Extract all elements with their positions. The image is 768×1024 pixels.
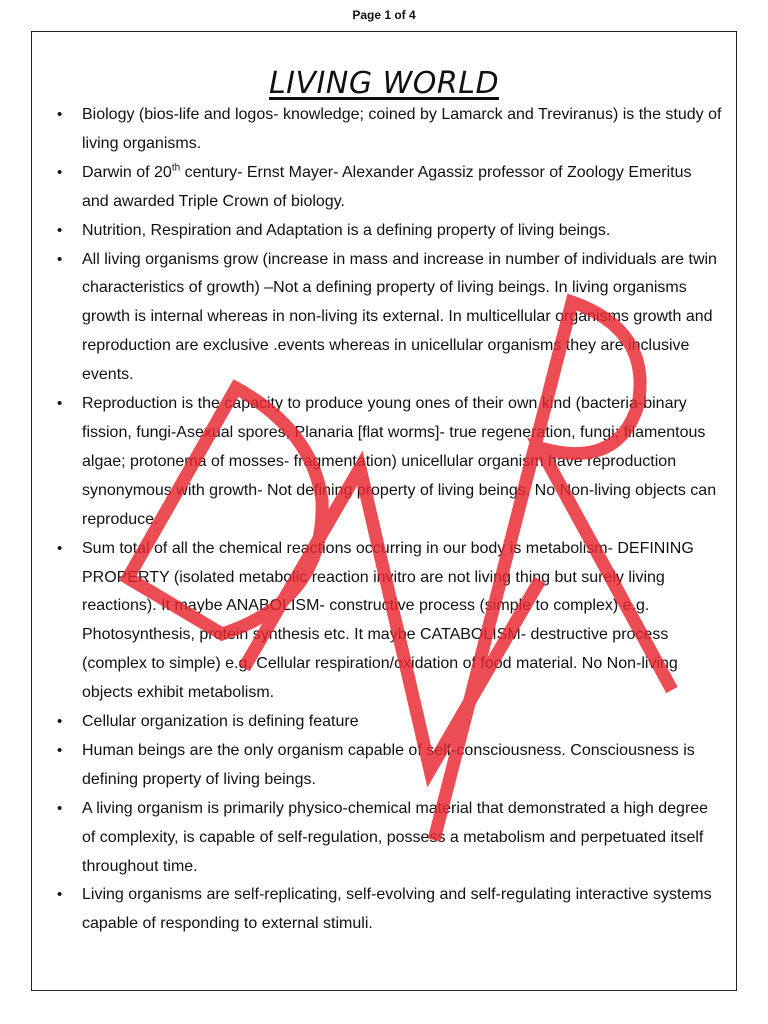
bullet-list [50,101,722,939]
bullet-item: • Human beings are the only organism capable of self-consciousness. Consciousness is defining property of living beings. [50,737,722,795]
superscript-text: th [171,162,181,174]
bullet-item: • Biology (bios-life and logos- knowledge; coined by Lamarck and Treviranus) is the study of living organisms. [50,101,722,159]
bullet-item: • Cellular organization is defining feature [50,708,722,737]
bullet-text: century- Ernst Mayer- Alexander Agassiz professor of Zoology Emeritus and awarded Triple Crown of biology. [82,163,692,210]
bullet-item: • Reproduction is the capacity to produce young ones of their own kind (bacteria-binary fission, fungi-Asexual spores, Planaria [flat worms]- true regeneration, fungi; filamentous algae; protonema of mosses- fragmentation) unicellular organism have reproduction synonymous with growth- Not defining property of living beings. No Non-living objects can reproduce. [50,390,722,535]
bullet-item: • A living organism is primarily physico-chemical material that demonstrated a high degree of complexity, is capable of self-regulation, possess a metabolism and perpetuated itself throughout time. [50,795,722,882]
bullet-text: Darwin of 20 [82,163,172,181]
page-number-label: Page 1 of 4 [352,8,416,22]
document-title: LIVING WORLD [268,66,500,102]
bullet-item: • Sum total of all the chemical reactions occurring in our body is metabolism- DEFINING PROPERTY (isolated metabolic reaction invitro are not living thing but surely living reactions). It maybe ANABOLISM- constructive process (simple to complex) e.g. Photosynthesis, protein synthesis etc. It maybe CATABOLISM- destructive process (complex to simple) e.g. Cellular respiration/oxidation of food material. No Non-living objects exhibit metabolism. [50,535,722,708]
bullet-item: • All living organisms grow (increase in mass and increase in number of individuals are twin characteristics of growth) –Not a defining property of living beings. In living organisms growth is internal whereas in non-living its external. In multicellular organisms growth and reproduction are exclusive .events whereas in unicellular organisms they are inclusive events. [50,246,722,391]
bullet-item [50,159,722,217]
bullet-item: • Living organisms are self-replicating, self-evolving and self-regulating interactive systems capable of responding to external stimuli. [50,881,722,939]
bullet-item: • Nutrition, Respiration and Adaptation is a defining property of living beings. [50,217,722,246]
